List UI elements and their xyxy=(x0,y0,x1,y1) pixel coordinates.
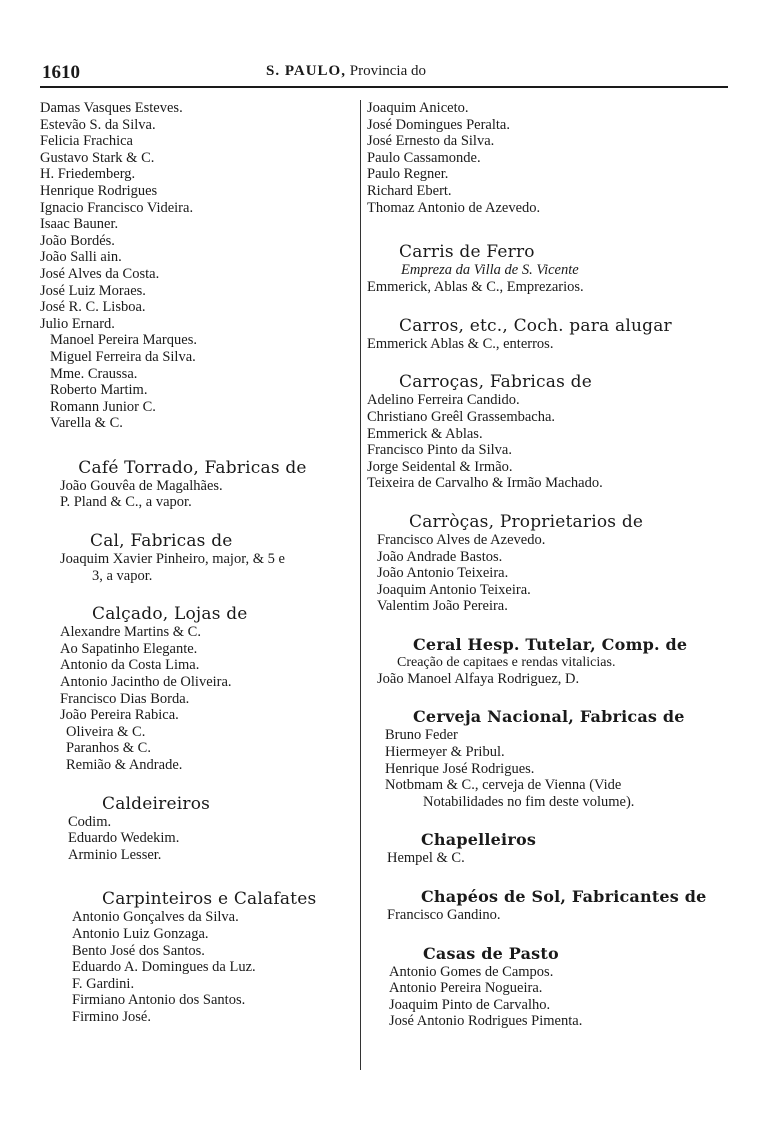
section-ceral xyxy=(367,635,737,688)
list-item: Teixeira de Carvalho & Irmão Machado. xyxy=(367,475,603,492)
section-cafe xyxy=(40,458,345,511)
list-item: Isaac Bauner. xyxy=(40,216,119,233)
list-item: Emmerick Ablas & C., enterros. xyxy=(367,335,554,352)
section-heading: Carris de Ferro xyxy=(399,242,535,263)
section-heading: Calçado, Lojas de xyxy=(92,604,248,625)
list-item: José R. C. Lisboa. xyxy=(40,299,146,316)
section-heading: Café Torrado, Fabricas de xyxy=(78,457,307,478)
list-item: Firmiano Antonio dos Santos. xyxy=(72,992,246,1009)
section-cal xyxy=(40,531,345,584)
list-item: Henrique José Rodrigues. xyxy=(385,760,535,777)
list-item: Felicia Frachica xyxy=(40,133,133,150)
list-item: Hiermeyer & Pribul. xyxy=(385,744,505,761)
list-item: Ignacio Francisco Videira. xyxy=(40,199,194,216)
section-heading: Carroças, Fabricas de xyxy=(399,372,592,393)
list-item: Emmerick, Ablas & C., Emprezarios. xyxy=(367,279,584,296)
list-item: Thomaz Antonio de Azevedo. xyxy=(367,199,541,216)
list-item: Remião & Andrade. xyxy=(66,757,183,773)
list-item: José Ernesto da Silva. xyxy=(367,133,495,150)
list-item: João Antonio Teixeira. xyxy=(377,565,509,582)
list-item: Arminio Lesser. xyxy=(68,846,162,863)
list-item: José Alves da Costa. xyxy=(40,265,160,282)
list-item: Joaquim Pinto de Carvalho. xyxy=(389,996,551,1013)
list-item: João Andrade Bastos. xyxy=(377,548,503,565)
section-carrocas-proprietarios xyxy=(367,512,737,615)
province-label: Provincia do xyxy=(349,63,426,79)
section-carpinteiros xyxy=(40,889,345,1025)
list-item: Francisco Gandino. xyxy=(387,907,501,924)
list-item: Notbmam & C., cerveja de Vienna (Vide xyxy=(385,777,622,794)
list-item: Estevão S. da Silva. xyxy=(40,116,156,133)
page-header xyxy=(40,58,728,88)
list-item: João Pereira Rabica. xyxy=(60,707,179,724)
section-subheading: Empreza da Villa de S. Vicente xyxy=(401,262,579,279)
list-item: José Domingues Peralta. xyxy=(367,116,510,133)
city-name: S. PAULO, xyxy=(266,63,346,79)
list-item: Manoel Pereira Marques. xyxy=(50,332,197,349)
section-heading: Chapelleiros xyxy=(421,830,537,850)
section-heading: Carros, etc., Coch. para alugar xyxy=(399,315,672,336)
list-item: Ao Sapatinho Elegante. xyxy=(60,640,198,657)
list-item: Julio Ernard. xyxy=(40,315,115,332)
list-item: Miguel Ferreira da Silva. xyxy=(50,348,196,365)
left-column xyxy=(40,100,345,1026)
list-item: João Gouvêa de Magalhães. xyxy=(60,477,223,494)
list-item: Roberto Martim. xyxy=(50,382,148,399)
list-item: Eduardo Wedekim. xyxy=(68,830,180,847)
section-heading: Caldeireiros xyxy=(102,793,211,814)
list-item-continuation: Notabilidades no fim deste volume). xyxy=(423,793,635,810)
section-heading: Cerveja Nacional, Fabricas de xyxy=(413,707,685,727)
list-item: Richard Ebert. xyxy=(367,182,452,199)
list-item: Firmino José. xyxy=(72,1008,151,1025)
section-cerveja xyxy=(367,707,737,810)
list-item: Antonio Luiz Gonzaga. xyxy=(72,925,209,942)
list-item: Adelino Ferreira Candido. xyxy=(367,392,520,409)
section-casas-de-pasto xyxy=(367,944,737,1030)
list-item: Henrique Rodrigues xyxy=(40,182,158,199)
list-item: Paulo Cassamonde. xyxy=(367,149,481,166)
section-carrocas-fabricas xyxy=(367,372,737,492)
list-item: Bruno Feder xyxy=(385,727,458,744)
list-item: Alexandre Martins & C. xyxy=(60,624,201,641)
section-calcado xyxy=(40,604,345,773)
list-item: Damas Vasques Esteves. xyxy=(40,100,183,116)
list-item: Hempel & C. xyxy=(387,850,465,867)
section-heading: Carròças, Proprietarios de xyxy=(409,511,644,532)
list-item: Oliveira & C. xyxy=(66,723,146,740)
list-item: João Manoel Alfaya Rodriguez, D. xyxy=(377,670,580,687)
list-item: Antonio Gonçalves da Silva. xyxy=(72,909,239,926)
section-heading: Chapéos de Sol, Fabricantes de xyxy=(421,887,707,907)
list-item: José Antonio Rodrigues Pimenta. xyxy=(389,1013,583,1030)
section-heading: Casas de Pasto xyxy=(423,943,559,963)
list-item: Paranhos & C. xyxy=(66,740,151,757)
list-item: Francisco Pinto da Silva. xyxy=(367,442,512,459)
list-item: H. Friedemberg. xyxy=(40,166,136,183)
list-item: José Luiz Moraes. xyxy=(40,282,146,299)
list-item: Joaquim Aniceto. xyxy=(367,100,469,116)
list-item: Antonio Jacintho de Oliveira. xyxy=(60,674,232,691)
section-chapelleiros xyxy=(367,830,737,867)
list-item: Emmerick & Ablas. xyxy=(367,425,483,442)
section-caldeireiros xyxy=(40,794,345,864)
list-item: P. Pland & C., a vapor. xyxy=(60,494,192,511)
section-carros xyxy=(367,316,737,353)
list-item: Eduardo A. Domingues da Luz. xyxy=(72,959,256,976)
list-item: Antonio Gomes de Campos. xyxy=(389,963,554,980)
list-item: Mme. Craussa. xyxy=(50,365,138,382)
section-heading: Cal, Fabricas de xyxy=(90,531,233,552)
list-item: Antonio Pereira Nogueira. xyxy=(389,980,543,997)
list-item: Joaquim Xavier Pinheiro, major, & 5 e xyxy=(60,551,285,568)
list-item: Valentim João Pereira. xyxy=(377,598,508,615)
list-item: Antonio da Costa Lima. xyxy=(60,657,200,674)
list-item: F. Gardini. xyxy=(72,975,135,992)
list-item: Jorge Seidental & Irmão. xyxy=(367,458,513,475)
running-title xyxy=(266,63,426,80)
section-carris xyxy=(367,242,737,296)
list-item: Joaquim Antonio Teixeira. xyxy=(377,581,531,598)
list-item: João Bordés. xyxy=(40,232,115,249)
list-item: Paulo Regner. xyxy=(367,166,449,183)
section-heading: Ceral Hesp. Tutelar, Comp. de xyxy=(413,634,688,654)
list-item: Francisco Dias Borda. xyxy=(60,690,190,707)
list-item: João Salli ain. xyxy=(40,249,122,266)
right-column xyxy=(360,100,737,1070)
list-item: Francisco Alves de Azevedo. xyxy=(377,531,546,548)
list-item: Gustavo Stark & C. xyxy=(40,149,155,166)
list-item: Bento José dos Santos. xyxy=(72,942,205,959)
list-continued xyxy=(367,100,737,216)
page-number: 1610 xyxy=(42,62,80,83)
section-subheading: Creação de capitaes e rendas vitalicias. xyxy=(397,654,616,670)
section-chapeos xyxy=(367,887,737,924)
section-heading: Carpinteiros e Calafates xyxy=(102,889,317,910)
list-item: Codim. xyxy=(68,813,112,830)
list-item: Romann Junior C. xyxy=(50,398,156,415)
list-item-continuation: 3, a vapor. xyxy=(92,567,153,584)
list-item: Varella & C. xyxy=(50,415,123,432)
list-item: Christiano Greêl Grassembacha. xyxy=(367,408,556,425)
list-continued xyxy=(40,100,345,432)
